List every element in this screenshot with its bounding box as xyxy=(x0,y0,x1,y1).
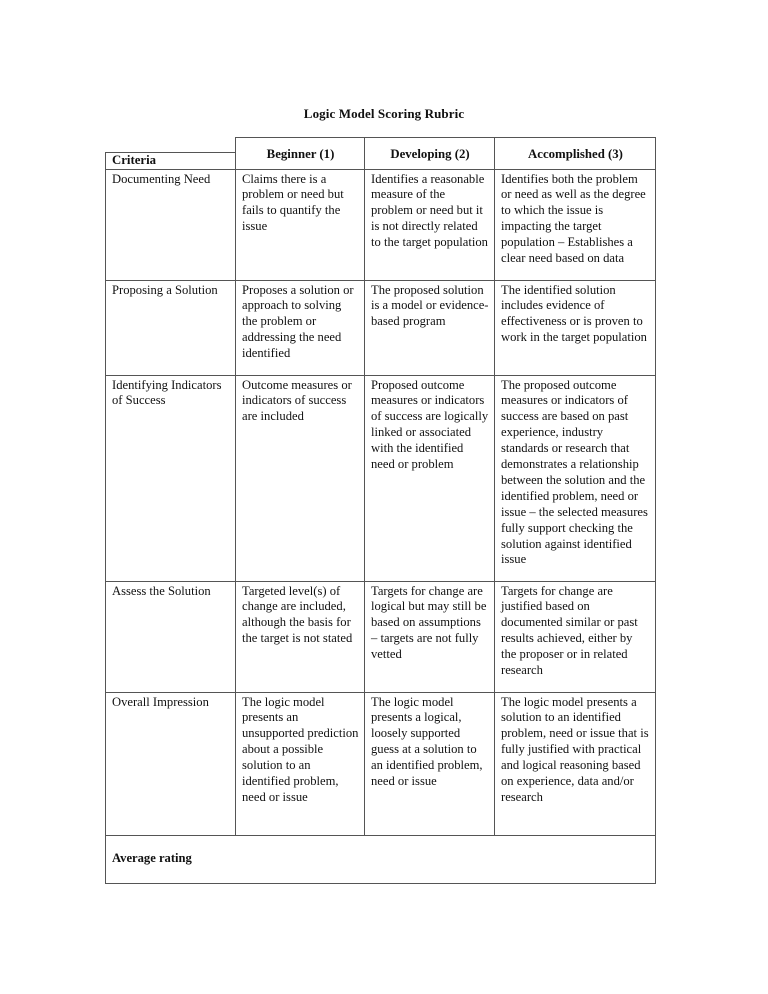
level-header-beginner: Beginner (1) xyxy=(236,138,365,170)
developing-description: Identifies a reasonable measure of the problem or need but it is not directly related to the target population xyxy=(365,169,495,280)
rubric-row-assess-solution xyxy=(106,581,656,692)
developing-description: The proposed solution is a model or evidence-based program xyxy=(365,280,495,375)
rubric-header-row xyxy=(106,138,656,153)
developing-description: Proposed outcome measures or indicators of success are logically linked or associated with the identified need or problem xyxy=(365,375,495,581)
accomplished-description: Targets for change are justified based on documented similar or past results achieved, either by the proposer or in related research xyxy=(495,581,656,692)
beginner-description: Targeted level(s) of change are included, although the basis for the target is not stated xyxy=(236,581,365,692)
beginner-description: The logic model presents an unsupported prediction about a possible solution to an identified problem, need or issue xyxy=(236,692,365,835)
criterion-label: Overall Impression xyxy=(106,692,236,835)
criterion-label: Identifying Indicators of Success xyxy=(106,375,236,581)
developing-description: Targets for change are logical but may still be based on assumptions – targets are not fully vetted xyxy=(365,581,495,692)
beginner-description: Claims there is a problem or need but fails to quantify the issue xyxy=(236,169,365,280)
accomplished-description: Identifies both the problem or need as well as the degree to which the issue is impacting the target population – Establishes a clear need based on data xyxy=(495,169,656,280)
criteria-header: Criteria xyxy=(106,152,236,169)
criterion-label: Assess the Solution xyxy=(106,581,236,692)
rubric-row-proposing-solution xyxy=(106,280,656,375)
level-header-developing: Developing (2) xyxy=(365,138,495,170)
rubric-row-documenting-need xyxy=(106,169,656,280)
rubric-table xyxy=(105,137,656,884)
beginner-description: Outcome measures or indicators of success are included xyxy=(236,375,365,581)
criterion-label: Proposing a Solution xyxy=(106,280,236,375)
developing-description: The logic model presents a logical, loosely supported guess at a solution to an identified problem, need or issue xyxy=(365,692,495,835)
average-rating-row xyxy=(106,835,656,883)
average-rating-label: Average rating xyxy=(106,835,656,883)
header-spacer xyxy=(106,138,236,153)
level-header-accomplished: Accomplished (3) xyxy=(495,138,656,170)
accomplished-description: The identified solution includes evidence of effectiveness or is proven to work in the target population xyxy=(495,280,656,375)
criterion-label: Documenting Need xyxy=(106,169,236,280)
page-title: Logic Model Scoring Rubric xyxy=(303,106,465,121)
accomplished-description: The proposed outcome measures or indicators of success are based on past experience, industry standards or research that demonstrates a relationship between the solution and the identified problem, need or issue – the selected measures fully support checking the solution against identified issue xyxy=(495,375,656,581)
rubric-row-identifying-indicators xyxy=(106,375,656,581)
beginner-description: Proposes a solution or approach to solving the problem or addressing the need identified xyxy=(236,280,365,375)
rubric-row-overall-impression xyxy=(106,692,656,835)
accomplished-description: The logic model presents a solution to an identified problem, need or issue that is fully justified with practical and logical reasoning based on experience, data and/or research xyxy=(495,692,656,835)
